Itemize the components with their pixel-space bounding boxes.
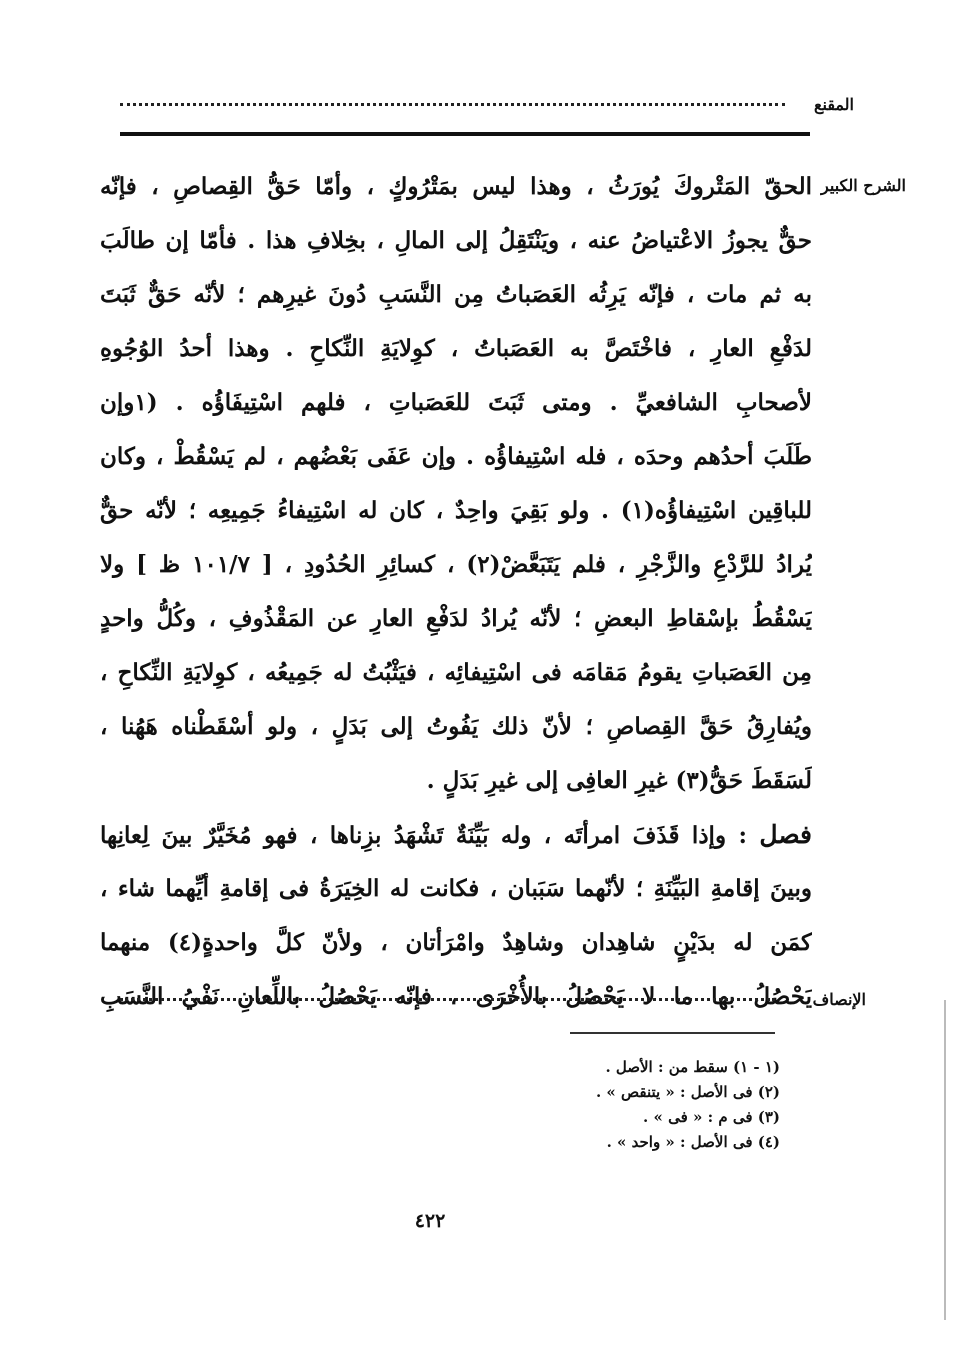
header-rule [120, 132, 810, 136]
text-line: يُرادُ للرَّدْعِ والزَّجْرِ ، فلم يَتَبَعَّضْ(٢) ، كسائِرِ الحُدُودِ ، [ ١٠١/٧ ظ ] ولا [100, 551, 812, 578]
text-line: طَلَبَ أحدُهم وحدَه ، فله اسْتِيفاؤُه . وإن عَفَى بَعْضُهم ، لم يَسْقُطْ ، وكان [100, 443, 812, 470]
footnote: (٤) فى الأصل : « واحد » . [606, 1133, 780, 1151]
dotted-leader-top [120, 103, 785, 106]
main-text [100, 160, 812, 1024]
fasl-keyword: فصل [759, 820, 812, 849]
fasl-first-text: : وإذا قَذَفَ امرأتَه ، وله بَيِّنَةٌ تَشْهَدُ بزِناها ، فهو مُخَيَّرٌ بينَ لِعانِها [100, 822, 747, 849]
dotted-leader-bottom [120, 998, 775, 1001]
text-line: لدَفْعِ العارِ ، فاخْتَصَّ به العَصَباتُ ، كوِلايَةِ النِّكاحِ . وهذا أحدُ الوُجُوهِ [100, 335, 812, 362]
footnote: (٢) فى الأصل : « يتنقص » . [595, 1083, 780, 1101]
footnote: (١ - ١) سقط من : الأصل . [605, 1058, 780, 1076]
section-label-muqni: المقنع [813, 95, 854, 114]
footnote-separator [570, 1032, 775, 1034]
section-label-sharh: الشرح الكبير [821, 176, 906, 195]
fasl-first-line [100, 808, 812, 862]
text-line: ويُفارِقُ حَقَّ القِصاصِ ؛ لأنّ ذلك يَفُوتُ إلى بَدَلٍ ، ولو أسْقَطْناه هَهُنا ، [100, 713, 812, 740]
text-line: وبينَ إقامةِ البَيِّنَةِ ؛ لأنّهما سَبَبان ، فكانت له الخِيَرَةُ فى إقامةِ أيِّهما شاء ، [100, 875, 812, 902]
text-line: حقٌّ يجوزُ الاعْتياضُ عنه ، ويَنْتَقِلُ إلى المالِ ، بخِلافِ هذا . فأمّا إن طالَبَ [100, 227, 812, 254]
page-number: ٤٢٢ [414, 1210, 446, 1232]
text-line: للباقِين اسْتِيفاؤُه(١) . ولو بَقِيَ واحِدٌ ، كان له اسْتِيفاءُ جَمِيعِه ؛ لأنّه حقٌّ [100, 497, 812, 524]
text-line: لَسَقَطَ حَقُّ(٣) غيرِ العافِى إلى غيرِ بَدَلٍ . [426, 767, 812, 794]
text-line: به ثم مات ، فإنّه يَرِثُه العَصَباتُ مِن النَّسَبِ دُونَ غيرِهم ؛ لأنّه حَقٌّ ثَبَتَ [100, 281, 812, 308]
text-line: يَسْقُطُ بإسْقاطِ البعضِ ؛ لأنّه يُرادُ لدَفْعِ العارِ عن المَقْذُوفِ ، وكُلُّ واحدٍ [100, 605, 812, 632]
section-label-insaf: الإنصاف [812, 990, 866, 1009]
scan-edge-mark [944, 1000, 946, 1320]
text-line: يَحْصُلُ بها ما لا يَحْصُلُ بالأُخْرَى ، فإنّه يَحْصُلُ باللِّعانِ نَفْيُ النَّسَبِ [100, 983, 812, 1010]
text-line: لأصحابِ الشافعيِّ . ومتى ثَبَتَ للعَصَباتِ ، فلهم اسْتِيفَاؤُه . (١وإن [100, 389, 812, 416]
footnote: (٣) فى م : « فى » . [643, 1108, 780, 1126]
footnotes [400, 1055, 780, 1155]
text-line: مِن العَصَباتِ يقومُ مَقامَه فى اسْتِيفائِه ، فيَثْبُتُ له جَمِيعُه ، كوِلايَةِ النِّكاحِ ، [100, 659, 812, 686]
text-line: كمَن له بدَيْنٍ شاهِدان وشاهِدٌ وامْرَأتان ، ولأنّ كلَّ واحدةٍ(٤) منهما [100, 929, 812, 956]
text-line: الحقّ المَتْروكَ يُورَثُ ، وهذا ليس بمَتْرُوكٍ ، وأمّا حَقُّ القِصاصِ ، فإنّه [100, 173, 812, 200]
